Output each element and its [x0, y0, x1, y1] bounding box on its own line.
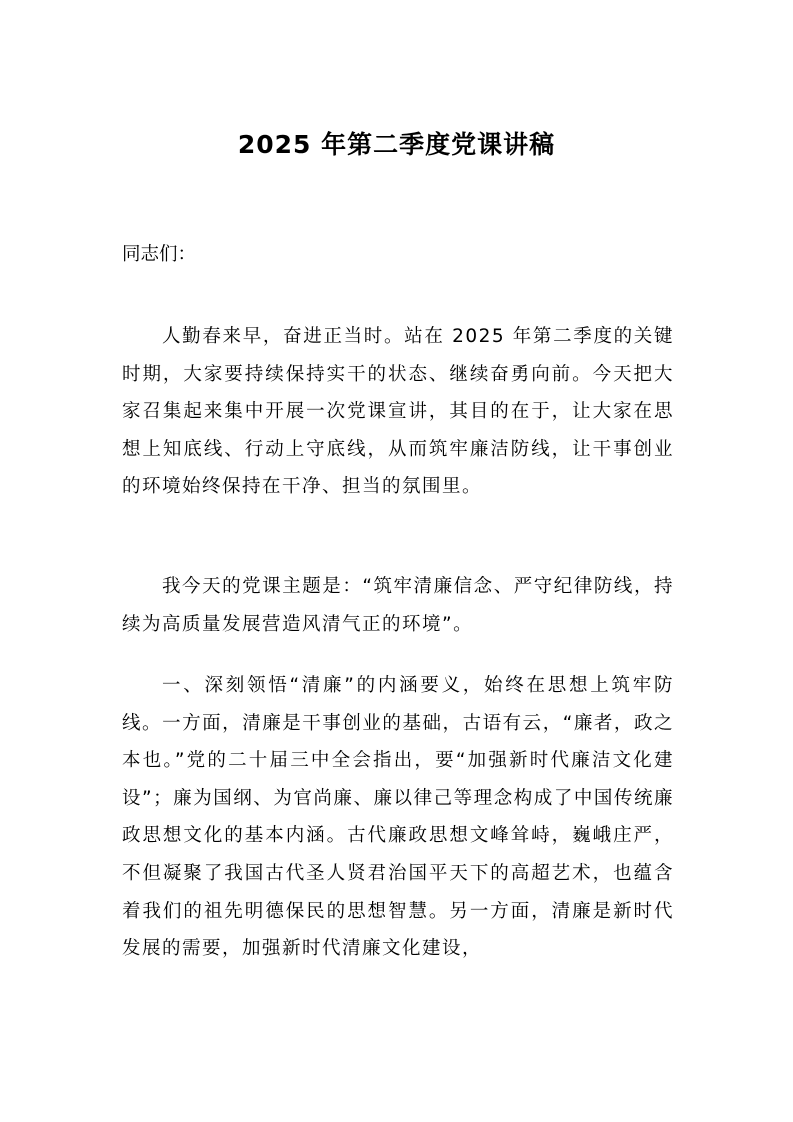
paragraph-theme: 我今天的党课主题是：“筑牢清廉信念、严守纪律防线，持续为高质量发展营造风清气正的环境”。: [122, 576, 674, 635]
salutation: 同志们：: [122, 244, 197, 265]
paragraph-intro: 人勤春来早，奋进正当时。站在 2025 年第二季度的关键时期，大家要持续保持实干的状态、继续奋勇向前。今天把大家召集起来集中开展一次党课宣讲，其目的在于，让大家在思想上知底线、行动上守底线，从而筑牢廉洁防线，让干事创业的环境始终保持在干净、担当的氛围里。: [122, 326, 674, 498]
paragraph-section-one: 一、深刻领悟“清廉”的内涵要义，始终在思想上筑牢防线。一方面，清廉是干事创业的基础，古语有云，“廉者，政之本也。”党的二十届三中全会指出，要“加强新时代廉洁文化建设”；廉为国纲、为官尚廉、廉以律己等理念构成了中国传统廉政思想文化的基本内涵。古代廉政思想文峰耸峙，巍峨庄严，不但凝聚了我国古代圣人贤君治国平天下的高超艺术，也蕴含着我们的祖先明德保民的思想智慧。另一方面，清廉是新时代发展的需要，加强新时代清廉文化建设，: [122, 675, 674, 960]
document-title: 2025 年第二季度党课讲稿: [237, 130, 556, 159]
